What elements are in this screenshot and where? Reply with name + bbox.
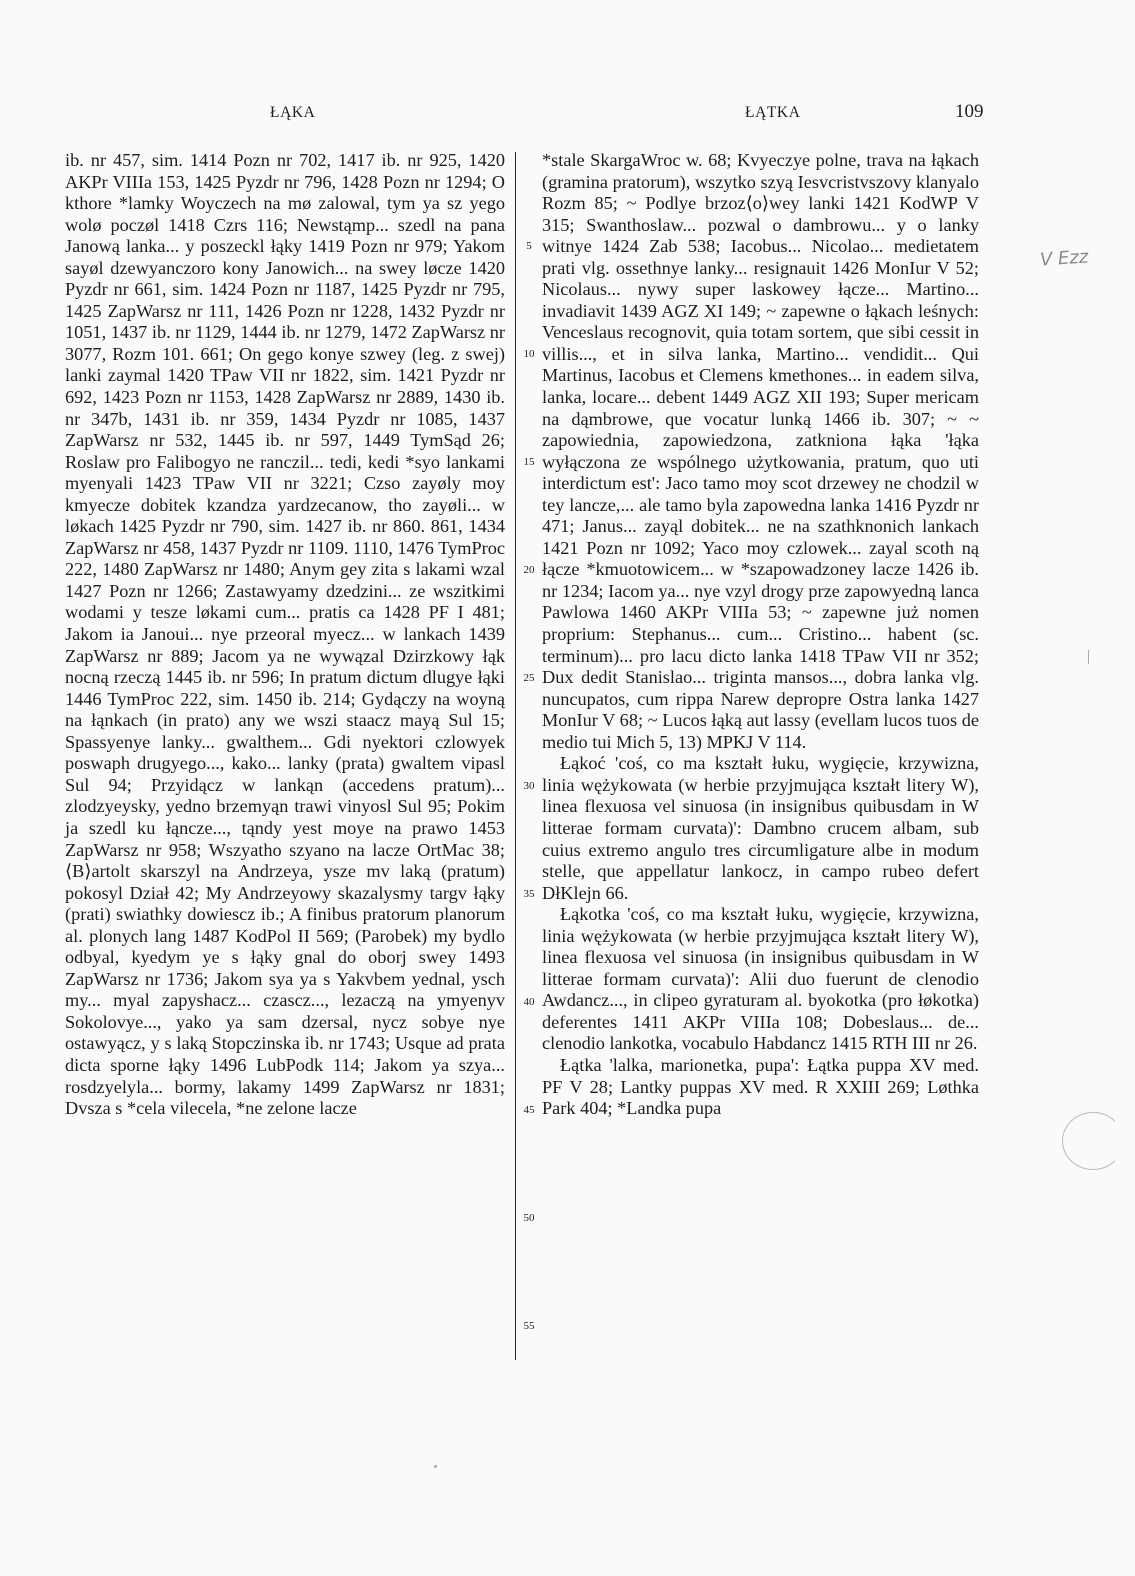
line-number: 50	[523, 1212, 535, 1224]
margin-circle-mark	[1062, 1112, 1124, 1170]
entry-lakoc: Łąkoć 'coś, co ma kształt łuku, wygięcie, krzywizna, linia wężykowata (w herbie przyjmująca kształt litery W), linea flexuosa vel sinuosa (in insignibus quibusdam in W litterae formam curvata)': Dambno crucem albam, sub cuius extremo angulo tres circumligature albe in modum stelle, que appellatur lankocz, in campo rubeo defert DłKlejn 66.	[542, 753, 979, 903]
line-number: 35	[523, 888, 535, 900]
running-head-left: ŁĄKA	[270, 104, 316, 121]
paper-speck	[434, 1465, 437, 1468]
line-number: 40	[523, 996, 535, 1008]
entry-continuation: *stale SkargaWroc w. 68; Kvyeczye polne, trava na łąkach (gramina pratorum), wszytko szyą Iesvcristvszovy klanyalo Rozm 85; ~ Podlye brzoz⟨o⟩wey lanki 1421 KodWP V 315; Swanthoslaw... pozwal o dambrowu... y o lanky witnye 1424 Zab 538; Iacobus... Nicolao... medietatem prati vlg. ossethnye lanky... resignauit 1426 MonIur V 52; Nicolaus... nywy super laskowey łącze... Martino... invadiavit 1439 AGZ XI 149; ~ zapewne o łąkach leśnych: Venceslaus recognovit, quia totam sortem, que sibi cessit in villis..., et in silva lanka, Martino... vendidit... Qui Martinus, Iacobus et Clemens kmethones... in eadem silva, lanka, locare... debent 1449 AGZ XII 193; Super mericam na dąmbrowe, que vocatur lunką 1466 ib. 307; ~ ~ zapowiednia, zapowiedzona, zatkniona łąka 'łąka wyłączona ze wspólnego użytkowania, pratum, quo uti interdictum est': Jaco tamo moy scot drzewey ne chodzil w tey lancze,... ale tamo byla zapowedna lanka 1416 Pyzdr nr 471; Janus... zayąl dobitek... ne na szathknonich lankach 1421 Pozn nr 1092; Yaco moy czlowek... zayal scoth ną łącze *kmuotowicem... w *szapowadzoney lacze 1426 ib. nr 1234; Iacom ya... nye vzyl drogy prze zapowyedną lanca Pawlowa 1460 AKPr VIIIa 53; ~ zapewne już nomen proprium: Stephanus... cum... Cristino... habent (sc. terminum)... pro lacu dicto lanka 1418 TPaw VII nr 352; Dux dedit Stanislao... triginta mansos..., dobra lanka vlg. nuncupatos, cum rippa Narew depropre Ostra lanka 1427 MonIur V 68; ~ Lucos łąką aut lassy (evellam lucos tuos de medio tui Mich 5, 13) MPKJ V 114.	[542, 150, 979, 752]
line-number: 10	[523, 348, 535, 360]
left-column	[65, 150, 505, 1120]
entry-latka: Łątka 'lalka, marionetka, pupa': Łątka puppa XV med. PF V 28; Lantky puppas XV med. R XXIII 269; Løthka Park 404; *Landka pupa	[542, 1054, 979, 1119]
line-number: 20	[523, 564, 535, 576]
entry-lakotka: Łąkotka 'coś, co ma kształt łuku, wygięcie, krzywizna, linia wężykowata (w herbie przyjmująca kształt litery W), linea flexuosa vel sinuosa (in insignibus quibusdam in W litterae formam curvata)': Alii duo fuerunt de clenodio Awdancz..., in clipeo gyraturam al. byokotka (pro łøkotka) deferentes 1411 AKPr VIIIa 108; Dobeslaus... de... clenodio lankotka, vocabulo Habdancz 1415 RTH III nr 26.	[542, 904, 979, 1054]
line-number: 30	[523, 780, 535, 792]
line-number: 45	[523, 1104, 535, 1116]
line-number: 15	[523, 456, 535, 468]
right-column	[542, 150, 979, 1120]
column-divider	[515, 152, 516, 1360]
running-head-right: ŁĄTKA	[745, 104, 801, 121]
entry-text: ib. nr 457, sim. 1414 Pozn nr 702, 1417 ib. nr 925, 1420 AKPr VIIIa 153, 1425 Pyzdr nr 796, 1428 Pozn nr 1294; O kthore *lamky Woyczech na mø zalowal, tym ya sz yego wolø poczøl 1418 Czrs 116; Newstąmp... szedl na pana Janową lanka... y poszeckl łąky 1419 Pozn nr 979; Yakom sayøl dzewyanczoro kony Janowich... na swey løcze 1420 Pyzdr nr 661, sim. 1424 Pozn nr 1187, 1425 Pyzdr nr 795, 1425 ZapWarsz nr 111, 1426 Pozn nr 1228, 1432 Pyzdr nr 1051, 1437 ib. nr 1129, 1444 ib. nr 1279, 1472 ZapWarsz nr 3077, Rozm 101. 661; On gego konye szwey (leg. z swej) lanki zaymal 1420 TPaw VII nr 1822, sim. 1421 Pyzdr nr 692, 1423 Pozn nr 1153, 1428 ZapWarsz nr 2889, 1430 ib. nr 347b, 1431 ib. nr 359, 1434 Pyzdr nr 1085, 1437 ZapWarsz nr 532, 1445 ib. nr 597, 1449 TymSąd 26; Roslaw pro Falibogyo ne ranczil... tedi, kedi *syo lankami myenyali 1423 TPaw VII nr 3221; Czso zayøly moy kmyecze dobitek kzandza yardzecanow, tho zayøli... w løkach 1425 Pyzdr nr 790, sim. 1427 ib. nr 860. 861, 1434 ZapWarsz nr 458, 1437 Pyzdr nr 1109. 1110, 1476 TymProc 222, 1480 ZapWarsz nr 1480; Anym gey zita s lakami wzal 1427 Pozn nr 1266; Zastawyamy dzedzini... ze wszitkimi wodami y tesze løkami cum... pratis ca 1428 PF I 481; Jakom ia Janoui... nye przeoral myecz... w lankach 1439 ZapWarsz nr 889; Jacom ya ne wywązal Dzirzkowy łąk nocną rzeczą 1445 ib. nr 596; In pratum dictum dlugye łąki 1446 TymProc 222, sim. 1450 ib. 214; Gydączy na woyną na łąnkach (in prato) any we wszi staacz mayą Sul 15; Spassyenye lanky... gwalthem... Gdi nyektori czlowyek poswaph drugyego..., kako... lanky (prata) gwaltem vipasl Sul 94; Przyidącz w lankąn (accedens pratum)... zlodzyeysky, yedno brzemyąn trawi vinyosl Sul 95; Pokim ja szedl ku łąncze..., tąndy yest moye na prawo 1453 ZapWarsz nr 958; Wszyatho szyano na lacze OrtMac 38; ⟨B⟩artolt skarszyl na Andrzeya, ysze mv laką (pratum) pokosyl Dział 42; My Andrzeyowy skazalysmy targv łąky (prati) swiathky dowiescz ib.; A finibus pratorum planorum al. plonych lang 1487 KodPol II 569; (Parobek) my bydlo odbyal, kyedym ye s łąky gnal do oborj swey 1493 ZapWarsz nr 1736; Jakom sya ya s Yakvbem yednal, ysch my... myal zapyshacz... czascz..., lezaczą na ymyenyv Sokolovye..., yako ya sam dzersal, nycz sobye nye ostawyącz, y s laką Stopczinska ib. nr 1743; Usque ad prata dicta sporne łąky 1496 LubPodk 114; Jakom ya szya... rosdzyelyla... bormy, lakamy 1499 ZapWarsz nr 1831; Dvsza s *cela vilecela, *ne zelone lacze	[65, 150, 505, 1119]
line-number: 55	[523, 1320, 535, 1332]
paper-speck	[1088, 650, 1089, 664]
page-number: 109	[955, 101, 984, 122]
handwritten-margin-note: V Ezz	[1039, 246, 1089, 271]
line-number: 5	[526, 240, 532, 252]
line-number: 25	[523, 672, 535, 684]
